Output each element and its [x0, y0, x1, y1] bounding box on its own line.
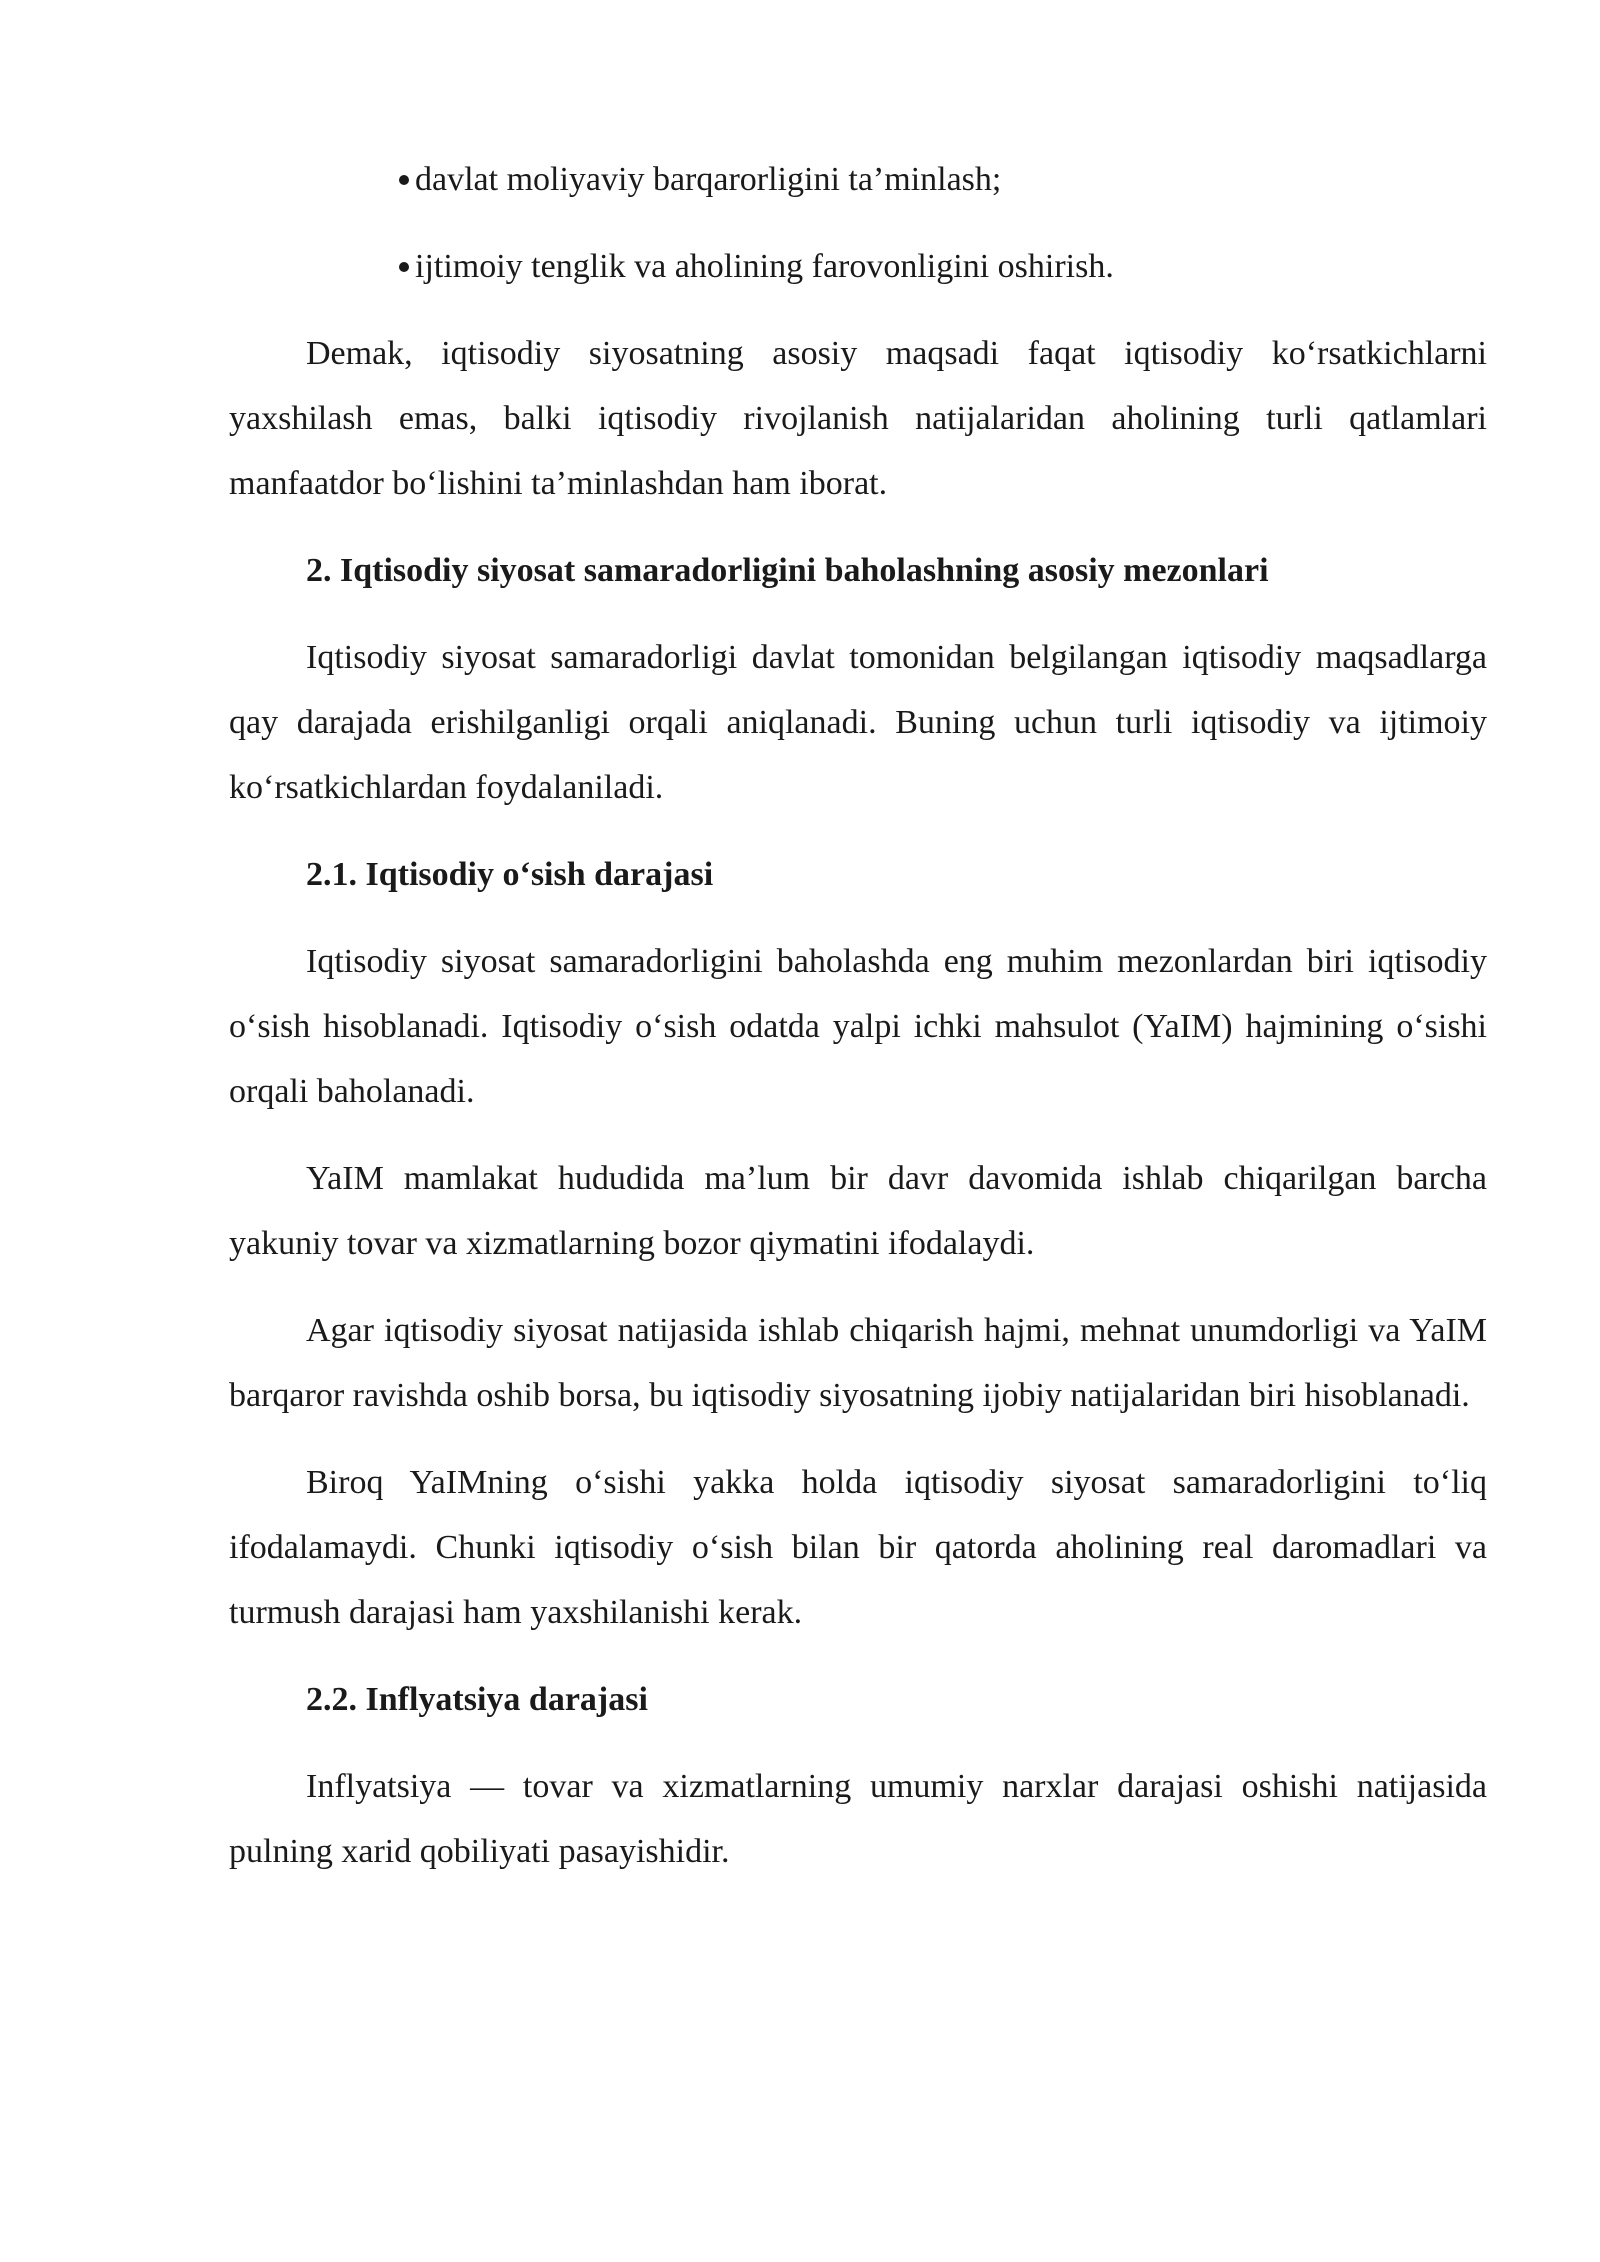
page-content — [229, 147, 1487, 1884]
section-heading-2: 2. Iqtisodiy siyosat samaradorligini baholashning asosiy mezonlari — [306, 552, 1269, 589]
paragraph-inflation-definition: Inflyatsiya — tovar va xizmatlarning umumiy narxlar darajasi oshishi natijasida pulning xarid qobiliyati pasayishidir. — [229, 1768, 1487, 1870]
list-item-text: ijtimoiy tenglik va aholining farovonligini oshirish. — [415, 248, 1114, 285]
list-item — [229, 234, 1487, 299]
list-item-text: davlat moliyaviy barqarorligini ta’minlash; — [415, 161, 1002, 198]
subsection-heading-2-1: 2.1. Iqtisodiy o‘sish darajasi — [306, 856, 714, 893]
bullet-icon — [399, 262, 409, 272]
list-item — [229, 147, 1487, 212]
paragraph-conclusion: Demak, iqtisodiy siyosatning asosiy maqsadi faqat iqtisodiy ko‘rsatkichlarni yaxshilash emas, balki iqtisodiy rivojlanish natijalaridan aholining turli qatlamlari manfaatdor bo‘lishini ta’minlashdan ham iborat. — [229, 335, 1487, 502]
paragraph-gdp-definition: YaIM mamlakat hududida ma’lum bir davr davomida ishlab chiqarilgan barcha yakuniy tovar va xizmatlarning bozor qiymatini ifodalaydi. — [229, 1160, 1487, 1262]
paragraph-positive-results: Agar iqtisodiy siyosat natijasida ishlab chiqarish hajmi, mehnat unumdorligi va YaIM barqaror ravishda oshib borsa, bu iqtisodiy siyosatning ijobiy natijalaridan biri hisoblanadi. — [229, 1312, 1487, 1414]
paragraph-effectiveness: Iqtisodiy siyosat samaradorligi davlat tomonidan belgilangan iqtisodiy maqsadlarga qay darajada erishilganligi orqali aniqlanadi. Buning uchun turli iqtisodiy va ijtimoiy ko‘rsatkichlardan foydalaniladi. — [229, 639, 1487, 806]
paragraph-gdp-limitations: Biroq YaIMning o‘sishi yakka holda iqtisodiy siyosat samaradorligini to‘liq ifodalamaydi. Chunki iqtisodiy o‘sish bilan bir qatorda aholining real daromadlari va turmush darajasi ham yaxshilanishi kerak. — [229, 1464, 1487, 1631]
subsection-heading-2-2: 2.2. Inflyatsiya darajasi — [306, 1681, 648, 1718]
paragraph-growth: Iqtisodiy siyosat samaradorligini baholashda eng muhim mezonlardan biri iqtisodiy o‘sish hisoblanadi. Iqtisodiy o‘sish odatda yalpi ichki mahsulot (YaIM) hajmining o‘sishi orqali baholanadi. — [229, 943, 1487, 1110]
bullet-icon — [399, 175, 409, 185]
